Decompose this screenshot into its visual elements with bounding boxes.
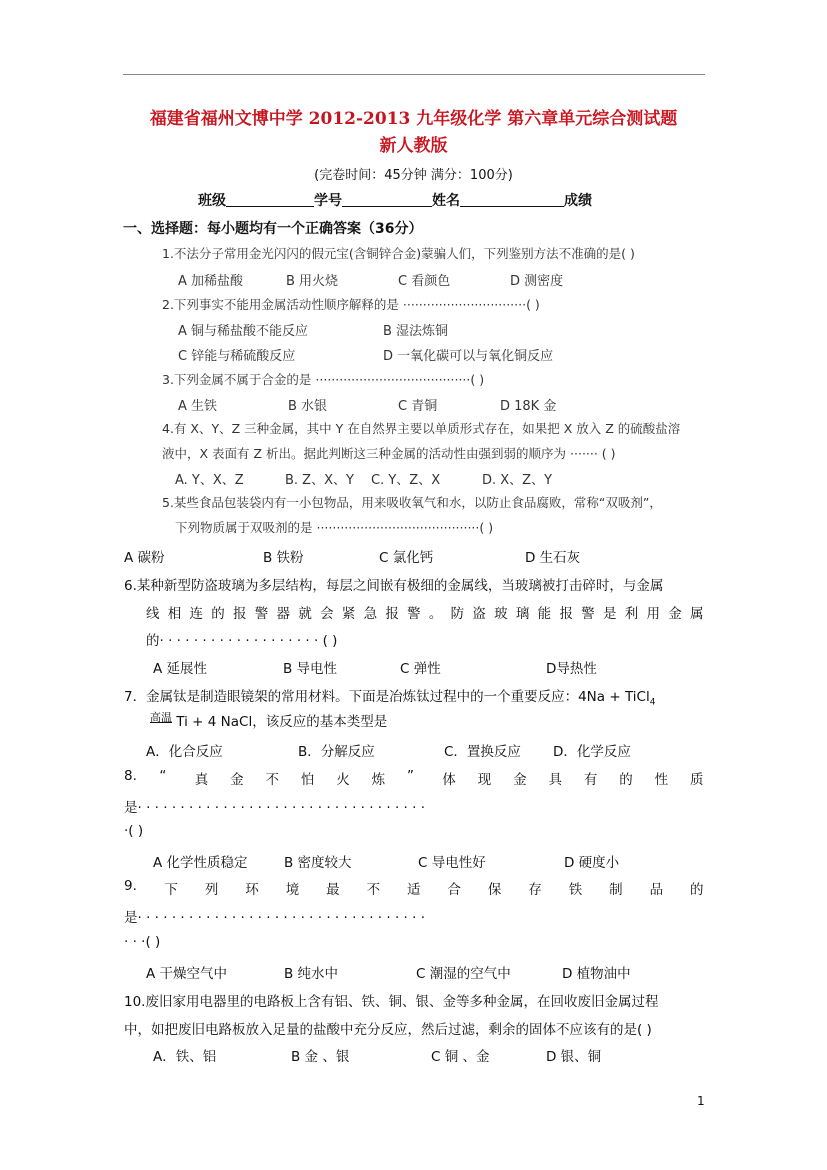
q9-stem-word: 下 [164,882,178,898]
q6-stem-line2 [146,602,704,620]
q9-stem-word: 的 [690,882,704,898]
q9-option-b: B 纯水中 [284,966,339,982]
q10-option-a: A．铁、铝 [153,1049,217,1065]
q5-option-c: C 氯化钙 [379,550,434,566]
student-info-line [198,190,592,210]
q9-stem-line1 [124,878,704,896]
q5-option-d: D 生石灰 [525,550,581,566]
q5-stem-line1: 5.某些食品包装袋内有一小包物品，用来吸收氧气和水，以防止食品腐败，常称“双吸剂”， [162,495,662,510]
q8-option-b: B 密度较大 [284,855,352,871]
q10-option-c: C 铜 、金 [431,1049,490,1065]
q6-stem-word: 器 [276,606,291,622]
q8-stem-line3: ·( ) [124,823,144,839]
q9-stem-word: 存 [528,882,542,898]
q4-option-b: B. Z、X、Y [285,473,354,488]
q8-stem-word: 火 [336,772,350,788]
q9-option-a: A 干燥空气中 [146,966,228,982]
q8-stem-line2: 是· · · · · · · · · · · · · · · · · · · · · · · · · · · · · · · · · · [124,800,426,816]
q8-stem-word: 炼 [371,772,386,788]
q3-option-c: C 青铜 [398,399,438,414]
q4-stem-line1: 4.有 X、Y、Z 三种金属，其中 Y 在自然界主要以单质形式存在，如果把 X 放入 Z 的硫酸盐溶 [162,421,681,436]
q4-option-c: C. Y、Z、X [371,473,441,488]
q1-stem: 1.不法分子常用金光闪闪的假元宝(含铜锌合金)蒙骗人们，下列鉴别方法不准确的是( ) [162,246,635,261]
q2-option-a: A 铜与稀盐酸不能反应 [178,324,309,339]
q8-stem-word: 金 [230,772,244,788]
q9-stem-word: 境 [285,882,300,898]
q7-option-a: A．化合反应 [146,744,223,760]
q6-stem-word: 的 [211,606,225,622]
q9-option-c: C 潮湿的空气中 [416,966,511,982]
number-blank [342,192,432,207]
q6-stem-word: 璃 [515,606,530,622]
q1-option-d: D 测密度 [510,274,564,289]
q9-stem-word: 最 [326,882,340,898]
q6-stem-word: 能 [537,606,552,622]
q9-stem-word: 制 [609,882,623,898]
q9-stem-word: 不 [366,882,381,898]
q6-stem-word: 玻 [494,606,508,622]
q6-stem-word: 连 [189,606,204,622]
header-rule [123,74,705,75]
q7-option-d: D．化学反应 [553,744,631,760]
q6-option-a: A 延展性 [153,661,208,677]
q6-stem-word: 利 [624,606,639,622]
q6-option-b: B 导电性 [283,661,338,677]
class-blank [226,192,314,207]
q6-stem-word: 就 [298,606,312,622]
q9-option-d: D 植物油中 [562,966,631,982]
q8-stem-word: 现 [477,772,492,788]
q8-option-c: C 导电性好 [418,855,486,871]
q6-stem-word: 用 [646,606,660,622]
q7-stem-text: 7．金属钛是制造眼镜架的常用材料。下面是冶炼钛过程中的一个重要反应：4Na + TiCl [124,689,650,705]
q3-stem: 3.下列金属不属于合金的是 ·······································( ) [162,372,485,387]
q7-option-b: B．分解反应 [298,744,375,760]
q6-stem-word: 紧 [341,606,356,622]
name-label: 姓名 [432,193,460,209]
q6-stem-word: 线 [146,606,160,622]
document-title: 福建省福州文博中学 2012-2013 九年级化学 第六章单元综合测试题 [149,109,678,129]
q5-option-b: B 铁粉 [263,550,304,566]
q10-stem-line2: 中，如把废旧电路板放入足量的盐酸中充分反应，然后过滤，剩余的固体不应该有的是( ) [124,1022,652,1038]
q6-option-c: C 弹性 [400,661,441,677]
q6-stem-word: 是 [602,606,617,622]
q3-option-d: D 18K 金 [500,399,557,414]
q9-stem-word: 环 [245,882,259,898]
q6-stem-word: 会 [320,606,334,622]
q1-option-b: B 用火烧 [286,274,339,289]
q6-stem-line3: 的· · · · · · · · · · · · · · · · · · · ( ) [146,633,338,649]
q7-reaction-products: Ti + 4 NaCl，该反应的基本类型是 [176,714,388,730]
q6-option-d: D导热性 [546,661,597,677]
q8-stem-word: 金 [513,772,527,788]
q5-option-a: A 碳粉 [124,550,165,566]
q6-stem-word: 警 [407,606,421,622]
q5-stem-line2: 下列物质属于双吸剂的是 ·········································( ) [175,520,494,535]
number-label: 学号 [314,193,342,209]
q8-stem-word: ” [407,768,414,784]
q6-stem-word: 警 [254,606,269,622]
page-number: 1 [697,1094,705,1108]
q7-subscript: 4 [649,697,656,708]
q4-option-a: A. Y、X、Z [175,473,244,488]
q9-stem-line2: 是· · · · · · · · · · · · · · · · · · · · · · · · · · · · · · · · · · [124,910,426,926]
q2-option-d: D 一氧化碳可以与氧化铜反应 [383,349,554,364]
q6-stem-line1: 6.某种新型防盗玻璃为多层结构，每层之间嵌有极细的金属线，当玻璃被打击碎时，与金属 [124,578,664,594]
q3-option-b: B 水银 [288,399,328,414]
q6-stem-word: 报 [233,606,247,622]
class-label: 班级 [198,193,226,209]
name-blank [460,192,564,207]
document-title-line2: 新人教版 [379,136,448,156]
q6-stem-word: 盗 [472,606,486,622]
q9-stem-word: 适 [407,882,421,898]
q9-stem-word: 列 [204,882,219,898]
q3-option-a: A 生铁 [178,399,218,414]
q8-stem-word: “ [159,768,167,784]
q6-stem-word: 防 [450,606,465,622]
q8-stem-word: 怕 [300,772,315,788]
q9-stem-word: 品 [649,882,664,898]
q4-stem-line2: 液中，X 表面有 Z 析出。据此判断这三种金属的活动性由强到弱的顺序为 ······· ( ) [162,446,616,461]
q7-reaction-condition: 高温 [150,711,172,724]
q8-stem-word: 性 [654,772,669,788]
q7-stem-line2 [150,710,387,730]
q6-stem-word: 报 [559,606,573,622]
q1-option-c: C 看颜色 [398,274,451,289]
q6-stem-word: 警 [581,606,595,622]
q9-stem-word: 保 [487,882,502,898]
q4-option-d: D. X、Z、Y [482,473,553,488]
q6-stem-word: 急 [363,606,378,622]
section-heading: 一、选择题：每小题均有一个正确答案（36分） [123,221,423,237]
q8-stem-word: 体 [442,772,456,788]
q6-stem-word: 。 [428,606,443,622]
q8-stem-word: 8. [124,768,137,784]
q6-stem-word: 报 [385,606,399,622]
q10-option-d: D 银、铜 [546,1049,602,1065]
q6-stem-word: 属 [690,606,704,622]
q2-option-b: B 湿法炼铜 [383,324,449,339]
q8-stem-word: 不 [265,772,279,788]
q9-stem-word: 铁 [568,882,583,898]
q9-stem-word: 合 [447,882,461,898]
q8-stem-word: 真 [194,772,209,788]
q9-stem-word: 9. [124,878,137,894]
q8-stem-word: 的 [619,772,633,788]
q9-stem-line3: · · ·( ) [124,934,161,950]
q7-option-c: C．置换反应 [444,744,521,760]
q6-stem-word: 相 [167,606,182,622]
exam-time-info: (完卷时间：45分钟 满分：100分) [314,168,513,183]
score-label: 成绩 [564,193,592,209]
q2-stem: 2.下列事实不能用金属活动性顺序解释的是 ·······························( ) [162,297,540,312]
q8-option-a: A 化学性质稳定 [153,855,248,871]
q6-stem-word: 金 [668,606,682,622]
q8-stem-word: 有 [583,772,598,788]
q7-stem-line1 [124,685,655,708]
q8-option-d: D 硬度小 [564,855,620,871]
q8-stem-line1 [124,768,704,786]
q1-option-a: A 加稀盐酸 [178,274,244,289]
q10-option-b: B 金 、银 [291,1049,350,1065]
q10-stem-line1: 10.废旧家用电器里的电路板上含有铝、铁、铜、银、金等多种金属，在回收废旧金属过程 [124,994,659,1010]
q8-stem-word: 具 [548,772,562,788]
q2-option-c: C 锌能与稀硫酸反应 [178,349,296,364]
q8-stem-word: 质 [690,772,704,788]
